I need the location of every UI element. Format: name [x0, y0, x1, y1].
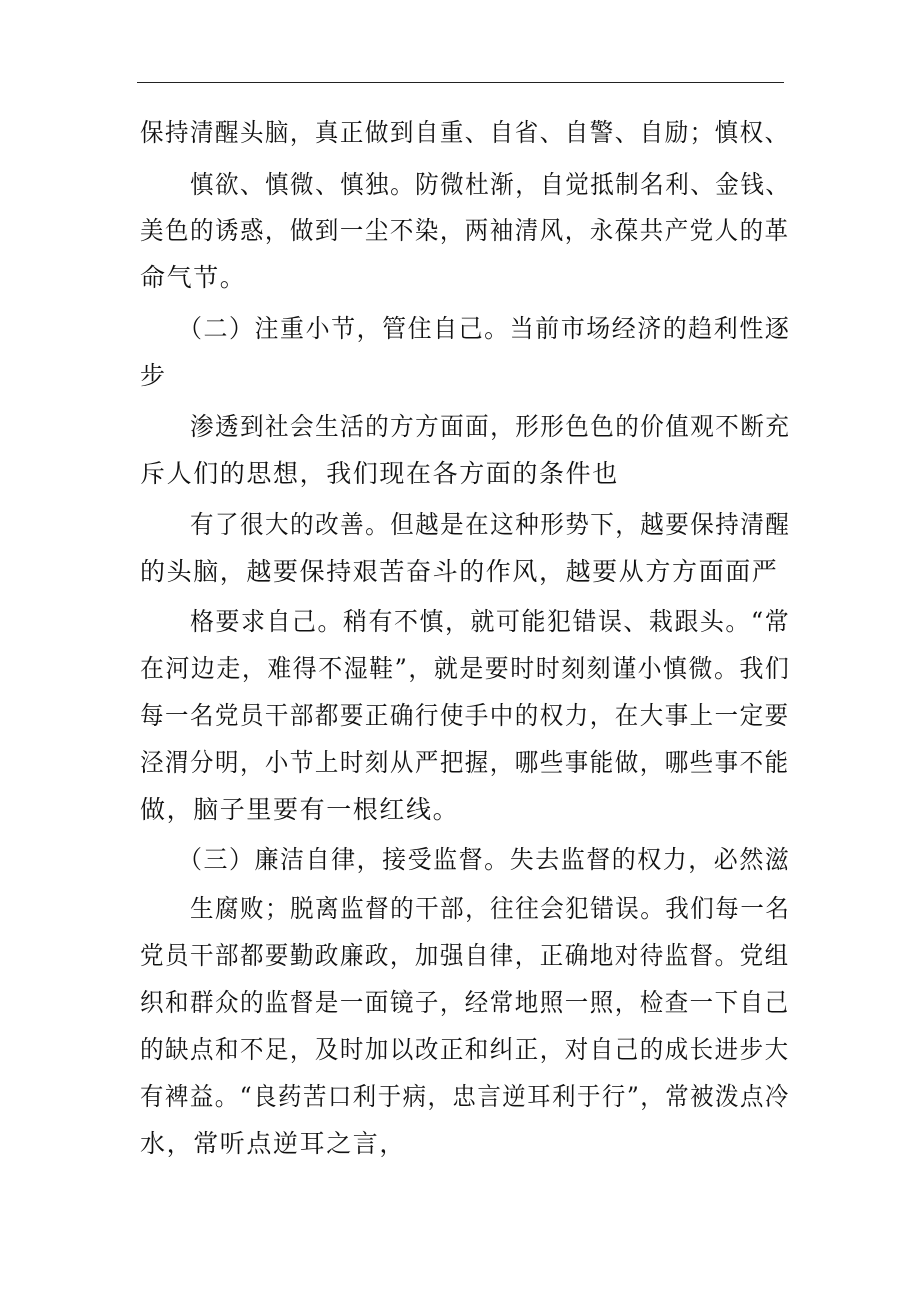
text-line: 的缺点和不足，及时加以改正和纠正，对自己的成长进步大 — [140, 1035, 790, 1064]
text-line: 有了很大的改善。但越是在这种形势下，越要保持清醒 — [190, 510, 791, 539]
header-rule — [137, 82, 784, 83]
text-line: （二）注重小节，管住自己。当前市场经济的趋利性逐 — [178, 314, 791, 343]
text-line: 织和群众的监督是一面镜子，经常地照一照，检查一下自己 — [140, 988, 790, 1017]
text-line: 斥人们的思想，我们现在各方面的条件也 — [140, 459, 619, 488]
text-line: 有裨益。“良药苦口利于病，忠言逆耳利于行”，常被泼点冷 — [140, 1082, 790, 1111]
text-line: （三）廉洁自律，接受监督。失去监督的权力，必然滋 — [178, 845, 791, 874]
text-line: 做，脑子里要有一根红线。 — [140, 795, 460, 824]
text-line: 格要求自己。稍有不慎，就可能犯错误、栽跟头。“常 — [190, 607, 791, 636]
text-line: 生腐败；脱离监督的干部，往往会犯错误。我们每一名 — [190, 894, 791, 923]
text-line: 保持清醒头脑，真正做到自重、自省、自警、自励；慎权、 — [140, 118, 790, 147]
text-line: 慎欲、慎微、慎独。防微杜渐，自觉抵制名利、金钱、 — [190, 170, 791, 199]
text-line: 的头脑，越要保持艰苦奋斗的作风，越要从方方面面严 — [140, 557, 779, 586]
text-line: 命气节。 — [140, 263, 247, 292]
text-line: 水，常听点逆耳之言， — [140, 1129, 407, 1158]
text-line: 在河边走，难得不湿鞋”，就是要时时刻刻谨小慎微。我们 — [140, 654, 791, 683]
text-line: 党员干部都要勤政廉政，加强自律，正确地对待监督。党组 — [140, 941, 790, 970]
text-line: 每一名党员干部都要正确行使手中的权力，在大事上一定要 — [140, 701, 790, 730]
text-line: 泾渭分明，小节上时刻从严把握，哪些事能做，哪些事不能 — [140, 748, 790, 777]
text-line: 渗透到社会生活的方方面面，形形色色的价值观不断充 — [190, 412, 791, 441]
text-line: 美色的诱惑，做到一尘不染，两袖清风，永葆共产党人的革 — [140, 216, 790, 245]
text-line: 步 — [140, 361, 167, 390]
